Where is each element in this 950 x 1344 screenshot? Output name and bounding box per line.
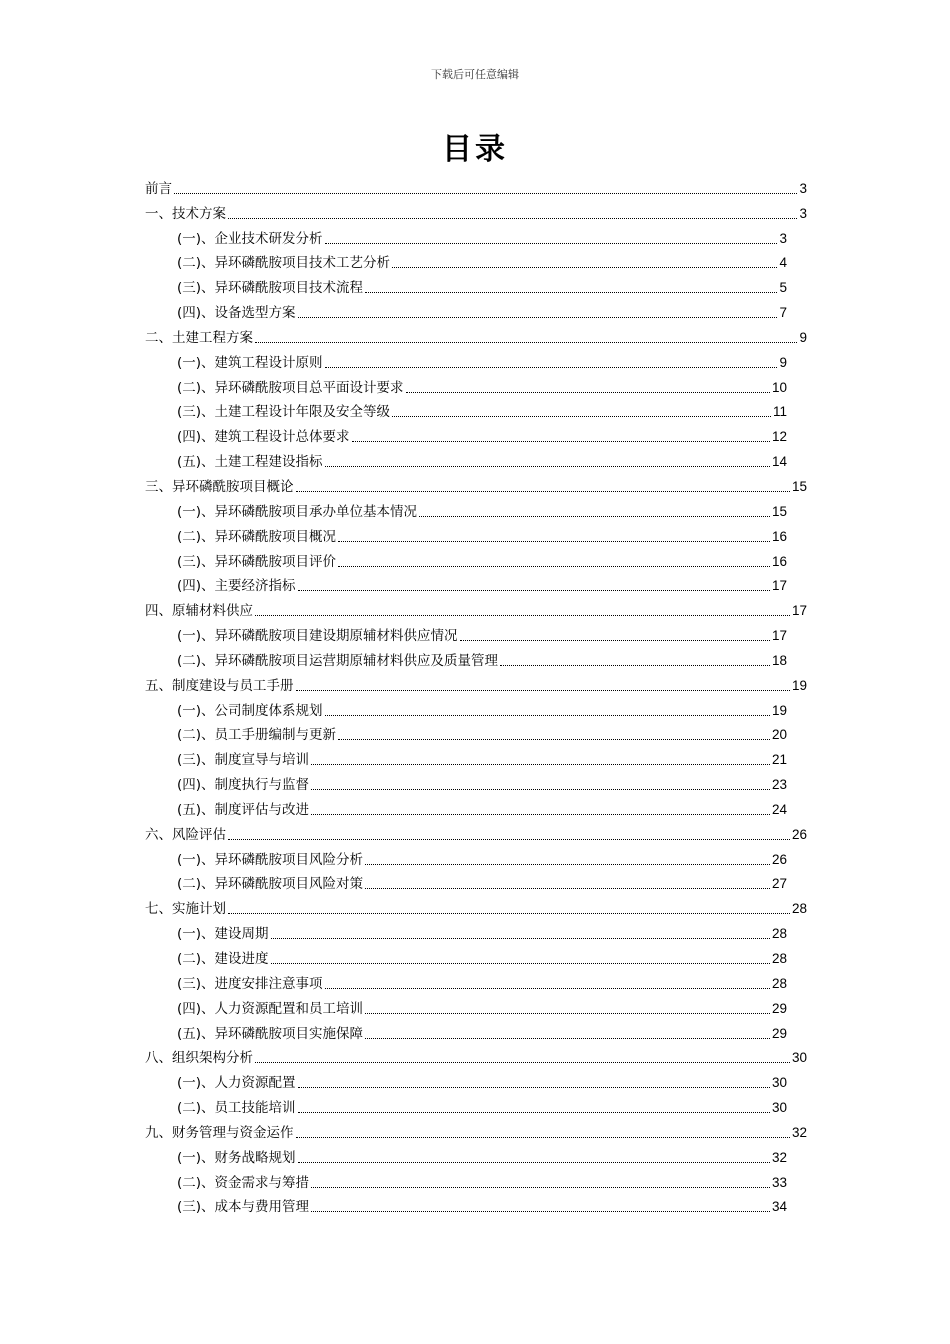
toc-section-entry[interactable] — [145, 373, 807, 398]
toc-page-number: 26 — [791, 826, 807, 842]
page-header: 下载后可任意编辑 — [431, 68, 519, 81]
toc-section-entry[interactable] — [145, 696, 807, 721]
toc-dot-leader — [365, 1012, 770, 1014]
toc-dot-leader — [392, 415, 771, 417]
toc-entry-label: (二)、员工手册编制与更新 — [177, 727, 337, 744]
toc-entry-label: (一)、财务战略规划 — [177, 1149, 296, 1166]
toc-page-number: 3 — [799, 205, 807, 221]
toc-entry-label: (二)、异环磷酰胺项目风险对策 — [177, 876, 364, 893]
toc-entry-label: (一)、公司制度体系规划 — [177, 702, 323, 719]
toc-entry-label: (二)、异环磷酰胺项目总平面设计要求 — [177, 379, 404, 396]
toc-entry-label: (一)、建设周期 — [177, 926, 269, 943]
toc-page-number: 32 — [791, 1124, 807, 1140]
toc-section-entry[interactable] — [145, 646, 807, 671]
toc-page-number: 19 — [771, 702, 787, 718]
toc-entry-label: (三)、异环磷酰胺项目技术流程 — [177, 280, 364, 297]
toc-page-number: 15 — [771, 503, 787, 519]
toc-dot-leader — [352, 440, 770, 442]
toc-dot-leader — [296, 490, 790, 492]
toc-entry-label: (三)、进度安排注意事项 — [177, 975, 323, 992]
toc-entry-label: (一)、建筑工程设计原则 — [177, 354, 323, 371]
toc-page-number: 28 — [771, 926, 787, 942]
toc-entry-label: (一)、企业技术研发分析 — [177, 230, 323, 247]
toc-section-entry[interactable] — [145, 298, 807, 323]
toc-page-number: 3 — [779, 230, 787, 246]
toc-entry-label: (三)、异环磷酰胺项目评价 — [177, 553, 337, 570]
toc-page-number: 30 — [791, 1050, 807, 1066]
toc-section-entry[interactable] — [145, 1168, 807, 1193]
toc-entry-label: (一)、异环磷酰胺项目建设期原辅材料供应情况 — [177, 628, 458, 645]
page-title: 目录 — [442, 132, 508, 167]
toc-dot-leader — [296, 1136, 790, 1138]
toc-section-entry[interactable] — [145, 621, 807, 646]
toc-chapter-entry[interactable] — [145, 820, 807, 845]
toc-section-entry[interactable] — [145, 572, 807, 597]
toc-page-number: 28 — [791, 901, 807, 917]
toc-entry-label: 六、风险评估 — [145, 826, 226, 843]
toc-chapter-entry[interactable] — [145, 174, 807, 199]
toc-page-number: 5 — [779, 280, 787, 296]
toc-dot-leader — [460, 639, 770, 641]
toc-section-entry[interactable] — [145, 522, 807, 547]
toc-entry-label: 九、财务管理与资金运作 — [145, 1124, 294, 1141]
toc-entry-label: (二)、异环磷酰胺项目概况 — [177, 528, 337, 545]
toc-dot-leader — [365, 863, 770, 865]
toc-entry-label: 七、实施计划 — [145, 901, 226, 918]
toc-entry-label: (三)、制度宣导与培训 — [177, 752, 310, 769]
toc-entry-label: 四、原辅材料供应 — [145, 603, 253, 620]
toc-page-number: 9 — [799, 329, 807, 345]
toc-page-number: 17 — [771, 578, 787, 594]
toc-dot-leader — [311, 763, 770, 765]
toc-dot-leader — [419, 515, 770, 517]
toc-dot-leader — [311, 1186, 770, 1188]
toc-dot-leader — [311, 813, 770, 815]
toc-entry-label: (三)、成本与费用管理 — [177, 1199, 310, 1216]
toc-section-entry[interactable] — [145, 944, 807, 969]
toc-section-entry[interactable] — [145, 994, 807, 1019]
toc-page-number: 18 — [771, 652, 787, 668]
toc-section-entry[interactable] — [145, 1193, 807, 1218]
toc-page-number: 16 — [771, 528, 787, 544]
toc-dot-leader — [365, 291, 777, 293]
toc-section-entry[interactable] — [145, 870, 807, 895]
table-of-contents — [145, 174, 807, 1217]
toc-entry-label: 二、土建工程方案 — [145, 329, 253, 346]
toc-entry-label: 三、异环磷酰胺项目概论 — [145, 478, 294, 495]
toc-page-number: 3 — [799, 180, 807, 196]
toc-dot-leader — [338, 540, 770, 542]
toc-entry-label: (二)、员工技能培训 — [177, 1100, 296, 1117]
toc-dot-leader — [255, 1061, 790, 1063]
toc-dot-leader — [298, 316, 778, 318]
toc-section-entry[interactable] — [145, 919, 807, 944]
toc-dot-leader — [255, 614, 790, 616]
toc-entry-label: (二)、异环磷酰胺项目技术工艺分析 — [177, 255, 391, 272]
toc-entry-label: 八、组织架构分析 — [145, 1050, 253, 1067]
toc-dot-leader — [392, 266, 777, 268]
toc-dot-leader — [298, 589, 770, 591]
toc-dot-leader — [325, 366, 778, 368]
toc-dot-leader — [228, 912, 790, 914]
toc-entry-label: (五)、土建工程建设指标 — [177, 454, 323, 471]
toc-entry-label: (一)、异环磷酰胺项目风险分析 — [177, 851, 364, 868]
toc-section-entry[interactable] — [145, 447, 807, 472]
toc-page-number: 20 — [771, 727, 787, 743]
toc-dot-leader — [365, 1037, 770, 1039]
toc-dot-leader — [298, 1161, 770, 1163]
toc-page-number: 28 — [771, 975, 787, 991]
toc-chapter-entry[interactable] — [145, 1118, 807, 1143]
toc-dot-leader — [325, 242, 778, 244]
toc-page-number: 32 — [771, 1149, 787, 1165]
toc-entry-label: (一)、人力资源配置 — [177, 1075, 296, 1092]
toc-page-number: 19 — [791, 677, 807, 693]
toc-entry-label: (五)、制度评估与改进 — [177, 801, 310, 818]
toc-section-entry[interactable] — [145, 745, 807, 770]
toc-entry-label: (四)、主要经济指标 — [177, 578, 296, 595]
toc-page-number: 7 — [779, 305, 787, 321]
toc-chapter-entry[interactable] — [145, 596, 807, 621]
toc-dot-leader — [228, 838, 790, 840]
toc-entry-label: 五、制度建设与员工手册 — [145, 677, 294, 694]
toc-page-number: 10 — [771, 379, 787, 395]
toc-dot-leader — [255, 341, 797, 343]
toc-section-entry[interactable] — [145, 1093, 807, 1118]
toc-dot-leader — [174, 192, 797, 194]
toc-page-number: 34 — [771, 1199, 787, 1215]
toc-dot-leader — [325, 987, 770, 989]
toc-entry-label: (二)、资金需求与筹措 — [177, 1174, 310, 1191]
toc-section-entry[interactable] — [145, 273, 807, 298]
toc-dot-leader — [365, 887, 770, 889]
toc-chapter-entry[interactable] — [145, 1044, 807, 1069]
toc-section-entry[interactable] — [145, 1068, 807, 1093]
toc-section-entry[interactable] — [145, 721, 807, 746]
toc-page-number: 30 — [771, 1075, 787, 1091]
toc-entry-label: 前言 — [145, 180, 172, 197]
toc-page-number: 23 — [771, 777, 787, 793]
toc-entry-label: (三)、土建工程设计年限及安全等级 — [177, 404, 391, 421]
toc-page-number: 9 — [779, 354, 787, 370]
toc-section-entry[interactable] — [145, 969, 807, 994]
toc-section-entry[interactable] — [145, 845, 807, 870]
toc-section-entry[interactable] — [145, 224, 807, 249]
toc-entry-label: (四)、建筑工程设计总体要求 — [177, 429, 350, 446]
toc-dot-leader — [271, 962, 770, 964]
toc-dot-leader — [311, 788, 770, 790]
toc-section-entry[interactable] — [145, 1019, 807, 1044]
toc-entry-label: (二)、异环磷酰胺项目运营期原辅材料供应及质量管理 — [177, 652, 499, 669]
toc-section-entry[interactable] — [145, 497, 807, 522]
toc-chapter-entry[interactable] — [145, 472, 807, 497]
toc-page-number: 26 — [771, 851, 787, 867]
toc-entry-label: (五)、异环磷酰胺项目实施保障 — [177, 1025, 364, 1042]
toc-page-number: 11 — [772, 404, 787, 420]
toc-page-number: 33 — [771, 1174, 787, 1190]
toc-page-number: 17 — [791, 603, 807, 619]
toc-dot-leader — [325, 714, 770, 716]
toc-page-number: 15 — [791, 478, 807, 494]
toc-section-entry[interactable] — [145, 795, 807, 820]
toc-page-number: 24 — [771, 801, 787, 817]
toc-section-entry[interactable] — [145, 398, 807, 423]
toc-page-number: 14 — [771, 454, 787, 470]
toc-entry-label: (一)、异环磷酰胺项目承办单位基本情况 — [177, 503, 418, 520]
toc-chapter-entry[interactable] — [145, 671, 807, 696]
toc-page-number: 16 — [771, 553, 787, 569]
toc-entry-label: (四)、设备选型方案 — [177, 305, 296, 322]
toc-dot-leader — [325, 465, 770, 467]
toc-page-number: 17 — [771, 628, 787, 644]
toc-section-entry[interactable] — [145, 770, 807, 795]
toc-section-entry[interactable] — [145, 348, 807, 373]
toc-dot-leader — [500, 664, 770, 666]
toc-dot-leader — [338, 738, 770, 740]
toc-section-entry[interactable] — [145, 422, 807, 447]
toc-chapter-entry[interactable] — [145, 894, 807, 919]
toc-page-number: 29 — [771, 1000, 787, 1016]
toc-chapter-entry[interactable] — [145, 323, 807, 348]
toc-section-entry[interactable] — [145, 547, 807, 572]
toc-dot-leader — [406, 391, 770, 393]
toc-dot-leader — [311, 1210, 770, 1212]
toc-page-number: 21 — [771, 752, 787, 768]
toc-dot-leader — [298, 1111, 770, 1113]
toc-dot-leader — [228, 217, 797, 219]
toc-page-number: 29 — [771, 1025, 787, 1041]
toc-dot-leader — [298, 1086, 770, 1088]
toc-entry-label: (四)、制度执行与监督 — [177, 777, 310, 794]
toc-entry-label: (四)、人力资源配置和员工培训 — [177, 1000, 364, 1017]
toc-section-entry[interactable] — [145, 249, 807, 274]
toc-page-number: 30 — [771, 1100, 787, 1116]
toc-dot-leader — [271, 937, 770, 939]
toc-section-entry[interactable] — [145, 1143, 807, 1168]
toc-chapter-entry[interactable] — [145, 199, 807, 224]
toc-entry-label: 一、技术方案 — [145, 205, 226, 222]
toc-page-number: 12 — [771, 429, 787, 445]
toc-page-number: 27 — [771, 876, 787, 892]
toc-page-number: 28 — [771, 951, 787, 966]
toc-page-number: 4 — [779, 255, 787, 271]
toc-dot-leader — [296, 689, 790, 691]
toc-dot-leader — [338, 565, 770, 567]
toc-entry-label: (二)、建设进度 — [177, 951, 269, 967]
